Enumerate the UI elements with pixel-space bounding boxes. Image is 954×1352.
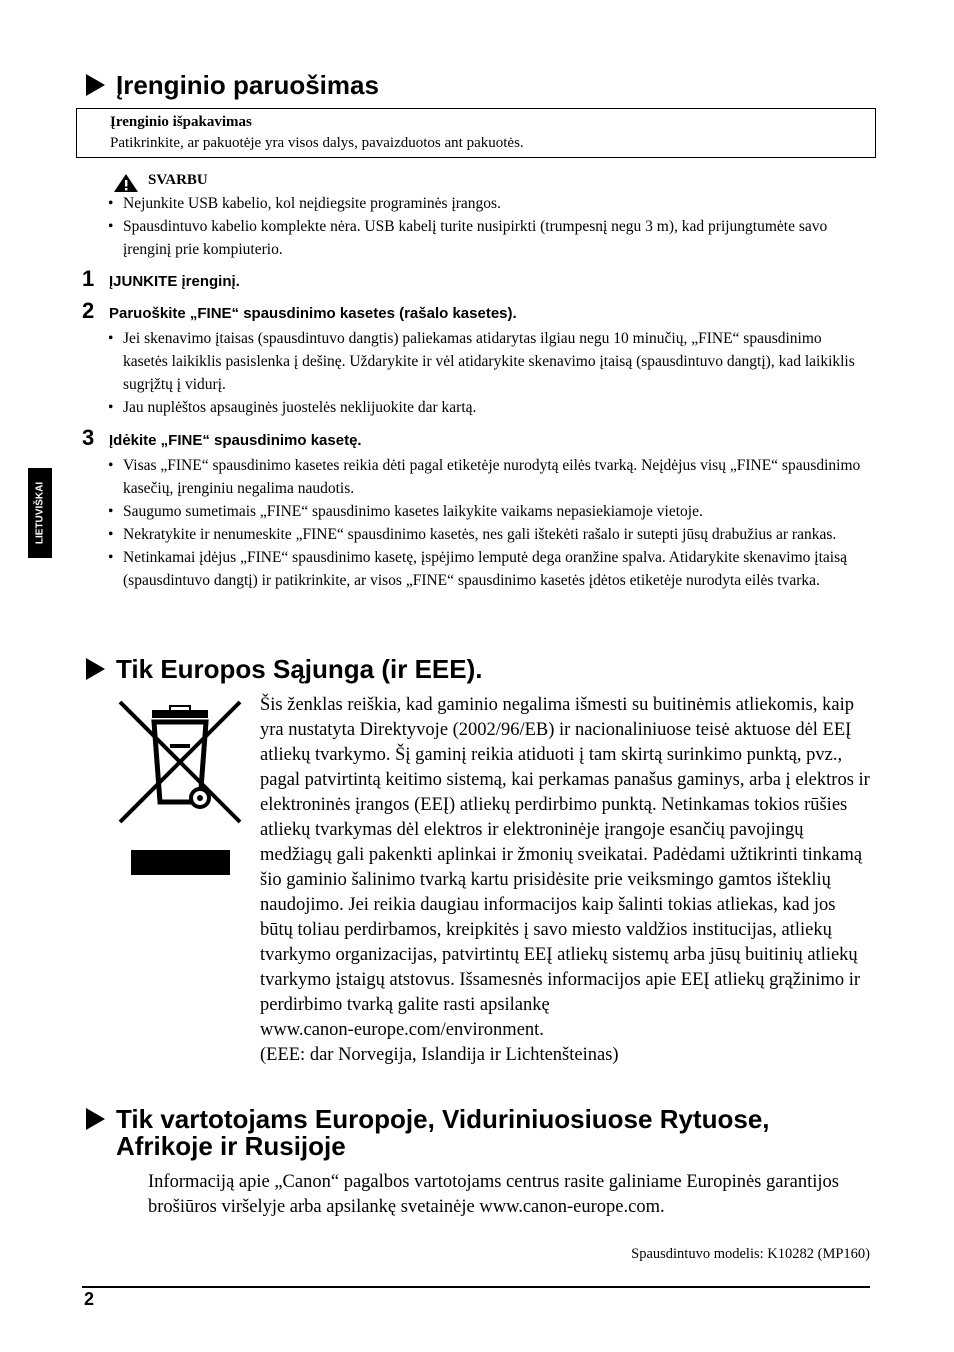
list-item: • Nekratykite ir nenumeskite „FINE“ spausdinimo kasetės, nes gali ištekėti rašalo ir sutepti jūsų drabužius ar rankas. <box>108 523 870 546</box>
unpacking-title: Įrenginio išpakavimas <box>110 114 252 130</box>
unpacking-text: Patikrinkite, ar pakuotėje yra visos dalys, pavaizduotos ant pakuotės. <box>110 135 524 151</box>
step-number: 1 <box>82 266 95 291</box>
step-title: Įdėkite „FINE“ spausdinimo kasetę. <box>109 432 362 449</box>
step-number: 2 <box>82 298 95 323</box>
support-paragraph: Informaciją apie „Canon“ pagalbos vartotojams centrus rasite galiniame Europinės garantijos brošiūros viršelyje arba apsilankę svetainėje www.canon-europe.com. <box>148 1172 839 1217</box>
step-title: Paruoškite „FINE“ spausdinimo kasetes (rašalo kasetes). <box>109 305 517 322</box>
weee-note: (EEE: dar Norvegija, Islandija ir Lichtenšteinas) <box>260 1045 619 1065</box>
page-number: 2 <box>84 1289 95 1309</box>
unpacking-box <box>76 108 876 158</box>
weee-paragraph: Šis ženklas reiškia, kad gaminio negalima išmesti su buitinėmis atliekomis, kaip yra nustatyta Direktyvoje (2002/96/EB) ir nacionaliniuose teisė aktuose dėl EEĮ atliekų tvarkymo. Šį gaminį reikia atiduoti į tam skirtą surinkimo punktą, pvz., pagal patvirtintą keitimo sistemą, kai perkamas panašus gaminys, arba į elektros ir elektroninės įrangos (EEĮ) atliekų perdirbimo punktą. Netinkamas tokios rūšies atliekų tvarkymas dėl elektros ir elektroninėje įrangoje esančių pavojingų medžiagų gali pakenkti aplinkai ir žmonių sveikatai. Padėdami užtikrinti tinkamą šio gaminio šalinimo tvarką kartu prisidėsite prie veiksmingo gamtos išteklių naudojimo. Jei reikia daugiau informacijos kaip šalinti tokias atliekas, kad jos būtų toliau perdirbamos, kreipkitės į savo miesto valdžios institucijas, atliekų tvarkymo organizacijas, patvirtintų EEĮ atliekų sistemų arba jūsų buitinių atliekų tvarkymo įstaigų atstovus. Išsamesnės informacijos apie EEĮ atliekų grąžinimo ir perdirbimo tvarką galite rasti apsilankę <box>260 695 870 1015</box>
triangle-bullet-icon <box>86 658 105 680</box>
step-2-list <box>108 327 870 419</box>
step-title: ĮJUNKITE įrenginį. <box>109 273 240 290</box>
weee-text <box>260 693 872 1068</box>
list-item: • Jei skenavimo įtaisas (spausdintuvo dangtis) paliekamas atidarytas ilgiau negu 10 minučių, „FINE“ spausdinimo kasetės laikiklis pasislenka į dešinę. Uždarykite ir vėl atidarykite skenavimo įtaisą (spausdintuvo dangtį), kad laikiklis sugrįžtų į vidurį. <box>108 327 870 396</box>
crossed-out-wheelie-bin-icon <box>116 698 244 878</box>
list-item: • Jau nuplėštos apsauginės juostelės neklijuokite dar kartą. <box>108 396 870 419</box>
triangle-bullet-icon <box>86 74 105 96</box>
weee-url: www.canon-europe.com/environment. <box>260 1020 544 1040</box>
list-item: • Nejunkite USB kabelio, kol neįdiegsite programinės įrangos. <box>108 192 870 215</box>
step-number: 3 <box>82 425 95 450</box>
list-item: • Visas „FINE“ spausdinimo kasetes reikia dėti pagal etiketėje nurodytą eilės tvarką. Neįdėjus visų „FINE“ spausdinimo kasečių, įrenginiu negalima naudotis. <box>108 454 870 500</box>
important-label: SVARBU <box>148 172 208 188</box>
language-side-tab: LIETUVIŠKAI <box>28 468 52 558</box>
list-item: • Spausdintuvo kabelio komplekte nėra. USB kabelį turite nusipirkti (trumpesnį negu 3 m), kad prijungtumėte savo įrenginį prie kompiuterio. <box>108 215 870 261</box>
warning-icon <box>113 173 139 193</box>
footer-divider <box>82 1286 870 1288</box>
step-3-list <box>108 454 870 592</box>
list-item: • Saugumo sumetimais „FINE“ spausdinimo kasetes laikykite vaikams nepasiekiamoje vietoje. <box>108 500 870 523</box>
triangle-bullet-icon <box>86 1108 105 1130</box>
important-list <box>108 192 870 261</box>
printer-model: Spausdintuvo modelis: K10282 (MP160) <box>631 1246 870 1262</box>
list-item: • Netinkamai įdėjus „FINE“ spausdinimo kasetę, įspėjimo lemputė dega oranžine spalva. Atidarykite skenavimo įtaisą (spausdintuvo dangtį) ir patikrinkite, ar visos „FINE“ spausdinimo kasetės įdėtos etiketėje nurodyta eilės tvarka. <box>108 546 870 592</box>
